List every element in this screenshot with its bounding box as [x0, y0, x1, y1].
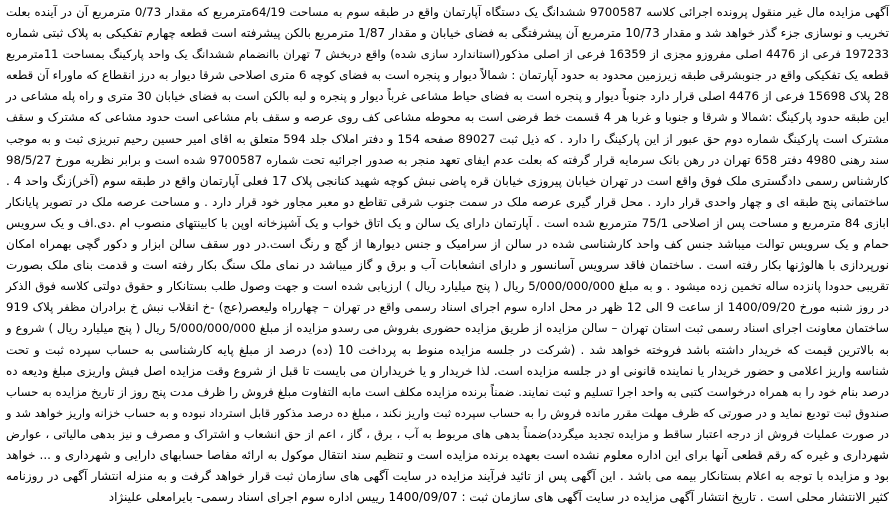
notice-line-20: صندوق ثبت تودیع نماید و در صورتی که ظرف مهلت مقرر مانده فروش را به حساب سپرده ثبت واریز نکند ، مبلغ ده درصد مذکور قابل استرداد نبوده و به حساب خزانه واریز خواهد شد و	[6, 405, 889, 420]
notice-line-14: تقریبی حدودا پانزده ساله تخمین زده میشود . و به مبلغ 5/000/000/000 ریال ( پنج میلیارد ریال ) ارزیابی شده است و جهت وصول طلب بستانکار و حقوق دولتی کلاسه فوق الذکر	[6, 279, 890, 294]
notice-line-9: کارشناس رسمی دادگستری ملک فوق واقع است در تهران خیابان پیروزی خیابان قره پاضی نبش کوچه شهید کنانجی پلاک 17 فعلی آپارتمان واقع در طبقه سوم (آخر)زنگ واحد 4 .	[6, 173, 889, 188]
notice-line-24: کثیر الانتشار محلی است . تاریخ انتشار آگهی مزایده در سایت آگهی های سازمان ثبت : 1400/09/07 رییس اداره سوم اجرای اسناد رسمی- بایرامعلی علینژاد	[108, 490, 889, 505]
notice-line-13: نورپردازی با هالوژنها بکار رفته است . ساختمان فاقد سرویس آسانسور و دارای انشعابات آب و برق و گاز میباشد در نمای ملک سنگ بکار رفته است و قدمت بنای ملک بصورت	[6, 258, 889, 273]
notice-line-3: 197233 فرعی از 4476 اصلی مفروزو مجزی از 16359 فرعی از اصلی مذکور(استاندارد سازی شده) واقع دربخش 7 تهران باانضمام ششدانگ یک واحد پارکینگ بمساحت 11مترمربع	[6, 47, 889, 62]
notice-line-17: به بالاترین قیمت که خریدار داشته باشد فروخته خواهد شد . (شرکت در جلسه مزایده منوط به پرداخت 10 (ده) درصد از مبلغ پایه کارشناسی به حساب سپرده ثبت و تحت	[6, 342, 889, 357]
notice-line-15: در روز شنبه مورخ 1400/09/20 از ساعت 9 الی 12 ظهر در محل اداره سوم اجرای اسناد رسمی واقع در تهران – چهارراه ولیعصر(عج) -خ انقلاب نبش خ برادران مظفر پلاک 919	[6, 300, 890, 315]
notice-line-18: شناسه واریز اعلامی و حضور خریدار یا نماینده قانونی او در جلسه مزایده است. لذا خریدار و یا خریداران می بایست تا قبل از شروع وقت مزایده اصل فیش واریزی مبلغ ودیعه ده	[6, 363, 889, 378]
notice-line-4: قطعه یک تفکیکی واقع در جنوبشرقی طبقه زیرزمین محدود به حدود آپارتمان : شمالاً دیوار و پنجره است به فضای کوچه 6 متری اصلاحی شرقا دیوار به درز انقطاع که ماوراء آن قطعه	[6, 68, 889, 83]
notice-line-23: بود و مزایده با توجه به اعلام بستانکار بیمه می باشد . این آگهی پس از تائید فرآیند مزایده در سایت آگهی های سازمان ثبت قرار خواهد گرفت و به منزله انتشار آگهی در روزنامه	[6, 469, 889, 484]
notice-line-19: درصد بنام خود را به همراه درخواست کتبی به واحد اجرا تسلیم و ثبت نمایند. ضمناً برنده مزایده مکلف است مابه التفاوت مبلغ فروش را ظرف مدت پنج روز از تاریخ مزایده به حساب	[6, 384, 889, 399]
notice-line-16: ساختمان معاونت اجرای اسناد رسمی ثبت استان تهران – سالن مزایده از طریق مزایده حضوری بفروش می رسدو مزایده از مبلغ 5/000/000/000 ریال ( پنج میلیارد ریال ) شروع و	[6, 321, 889, 336]
notice-line-2: تخریب و نوسازی جزء گذر خواهد شد و مقدار 10/73 مترمربع آن پیشرفتگی به فضای خیابان و مقدار 1/87 مترمربع بالکن پیشرفته است قطعه چهارم تفکیکی به پلاک ثبتی شماره	[6, 26, 889, 41]
notice-line-7: مشترک است پارکینگ شماره دوم حق عبور از این پارکینگ را دارد . که ذیل ثبت 89027 صفحه 154 و دفتر املاک جلد 594 متعلق به اقای امیر حسین رحیم تبریزی ثبت و به موجب	[6, 131, 890, 146]
notice-line-6: این طبقه حدود پارکینگ :شمالا و شرقا و جنوبا و غربا هر 4 قسمت خط فرضی است به محوطه مشاعی کف روی عرصه و سقف بام مشاعی است حدود مشاعی که مشترک و سقف	[6, 110, 889, 125]
notice-line-22: شهرداری و غیره که رقم قطعی آنها برای این اداره معلوم نشده است بعهده برنده مزایده است و تنظیم سند انتقال موکول به ارائه مفاصا حسابهای دارایی و شهرداری و ... خواهد	[6, 447, 889, 462]
notice-line-8: سند رهنی 4980 دفتر 658 تهران در رهن بانک سرمایه قرار گرفته که بعلت عدم ایفای تعهد منجر به صدور اجرائیه تحت شماره 9700587 شده است و برابر نظریه مورخ 98/5/27	[6, 152, 889, 167]
notice-line-12: حمام و یک سرویس توالت میباشد جنس کف واحد کارشناسی شده در سالن از سرامیک و جنس دیوارها از گچ و رنگ است.در دور سقف سالن ابزار و دکور گچی بهمراه امکان	[6, 237, 889, 252]
notice-line-11: ابازی 84 مترمربع و مساحت پس از اصلاحی 75/1 مترمربع شده است . آپارتمان دارای یک سالن و یک اتاق خواب و یک آشپزخانه اوپن با کابینتهای منصوب ام .دی.اف و یک سرویس	[6, 215, 889, 230]
notice-line-10: ساختمانی پنج طبقه ای و چهار واحدی قرار دارد . محل قرار گیری عرصه ملک در سمت جنوب شرقی تقاطع دو معبر مجاور خود قرار دارد . و مساحت عرصه ملک در تصویر پایانکار	[6, 194, 889, 209]
notice-line-5: 28 پلاک 15698 فرعی از 4476 اصلی قرار دارد جنوباً دیوار و پنجره است به فضای حیاط مشاعی غرباً دیوار و پنجره و لبه بالکن است به فضای خیابان 30 متری و راه پله مشاعی در	[6, 89, 889, 104]
notice-line-1: آگهی مزایده مال غیر منقول پرونده اجرائی کلاسه 9700587 ششدانگ یک دستگاه آپارتمان واقع در طبقه سوم به مساحت 64/19مترمربع که مقدار 0/73 مترمربع آن در آینده بعلت	[6, 5, 889, 19]
notice-line-21: در صورت عملیات فروش از درجه اعتبار ساقط و مزایده تجدید میگردد)ضمناً بدهی های مربوط به آب ، برق ، گاز ، اعم از حق انشعاب و اشتراک و مصرف و نیز بدهی مالیاتی ، عوارض	[6, 426, 889, 441]
